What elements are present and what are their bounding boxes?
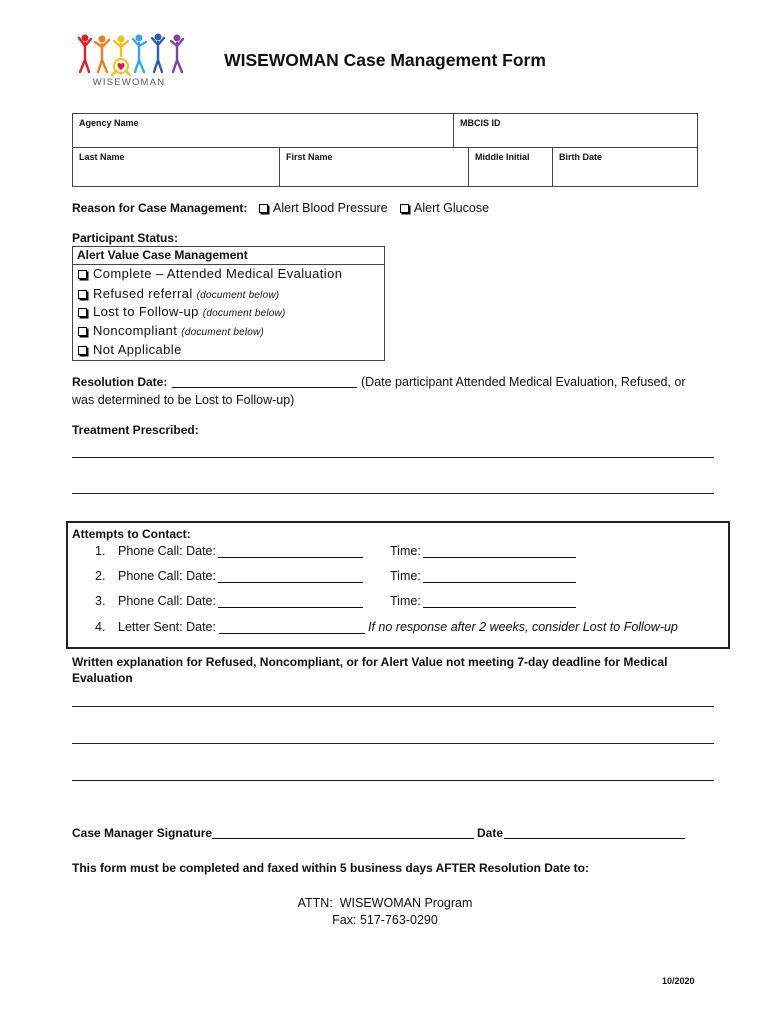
attempt-4-number: 4. <box>95 620 106 634</box>
signature-date-field[interactable] <box>504 838 685 839</box>
treatment-line-1[interactable] <box>72 457 714 458</box>
written-explanation-label: Written explanation for Refused, Noncompliant, or for Alert Value not meeting 7-day deadline for Medical <box>72 655 668 669</box>
status-option-note: (document below) <box>202 308 286 319</box>
signature-date-label: Date <box>477 826 504 840</box>
status-option-label: Lost to Follow-up <box>93 304 199 319</box>
attempt-1-label: Phone Call: Date: <box>118 544 216 558</box>
resolution-date-note-continued: was determined to be Lost to Follow-up) <box>72 393 295 407</box>
status-option-not-applicable <box>93 342 182 358</box>
option-alert-blood-pressure-label: Alert Blood Pressure <box>273 201 388 215</box>
attempt-3-time-field[interactable] <box>423 607 576 608</box>
status-option-lost-to-follow-up <box>93 304 285 322</box>
attempt-2-time-label: Time: <box>390 569 421 583</box>
page-title: WISEWOMAN Case Management Form <box>224 50 546 70</box>
attempt-1-number: 1. <box>95 544 106 558</box>
logo-wordmark: WISEWOMAN <box>92 77 166 88</box>
mbcis-id-label: MBCIS ID <box>460 118 501 128</box>
attempt-3-label: Phone Call: Date: <box>118 594 216 608</box>
status-option-note: (document below) <box>181 327 264 338</box>
last-name-label: Last Name <box>79 152 125 162</box>
attempt-4-date-field[interactable] <box>219 633 365 634</box>
status-option-complete <box>93 266 342 282</box>
checkbox-noncompliant[interactable] <box>78 327 87 336</box>
attempt-2-number: 2. <box>95 569 106 583</box>
first-name-label: First Name <box>286 152 333 162</box>
status-option-label: Refused referral <box>93 286 193 301</box>
participant-status-label: Participant Status: <box>72 231 179 245</box>
resolution-date-field[interactable] <box>172 387 357 388</box>
middle-initial-label: Middle Initial <box>475 152 530 162</box>
status-option-label: Not Applicable <box>93 342 182 357</box>
last-name-field[interactable] <box>72 147 280 187</box>
attempt-3-date-field[interactable] <box>218 607 363 608</box>
status-box-header: Alert Value Case Management <box>77 248 248 262</box>
resolution-date-note: (Date participant Attended Medical Evaluation, Refused, or <box>361 375 686 389</box>
attempt-1-time-field[interactable] <box>423 557 576 558</box>
case-manager-signature-label: Case Manager Signature <box>72 826 213 840</box>
attn-line: ATTN: WISEWOMAN Program <box>297 896 473 910</box>
checkbox-refused-referral[interactable] <box>78 290 87 299</box>
checkbox-alert-blood-pressure[interactable] <box>259 204 268 213</box>
attempt-1-date-field[interactable] <box>218 557 363 558</box>
first-name-field[interactable] <box>279 147 469 187</box>
attempt-4-note: If no response after 2 weeks, consider Lost to Follow-up <box>368 620 678 634</box>
status-option-note: (document below) <box>196 290 280 301</box>
status-option-noncompliant <box>93 323 264 341</box>
status-box-divider <box>72 264 385 265</box>
treatment-line-2[interactable] <box>72 493 714 494</box>
attempt-4-label: Letter Sent: Date: <box>118 620 216 634</box>
attempt-1-time-label: Time: <box>390 544 421 558</box>
attempts-to-contact-label: Attempts to Contact: <box>72 527 191 541</box>
checkbox-lost-to-follow-up[interactable] <box>78 308 87 317</box>
mbcis-id-field[interactable] <box>453 113 698 148</box>
attempt-2-time-field[interactable] <box>423 582 576 583</box>
birth-date-label: Birth Date <box>559 152 603 162</box>
fax-instruction: This form must be completed and faxed within 5 business days AFTER Resolution Date to: <box>72 861 589 875</box>
explanation-line-2[interactable] <box>72 743 714 744</box>
status-option-refused-referral <box>93 286 279 304</box>
attempt-2-date-field[interactable] <box>218 582 363 583</box>
attempt-3-number: 3. <box>95 594 106 608</box>
written-explanation-label-continued: Evaluation <box>72 671 133 685</box>
option-alert-glucose-label: Alert Glucose <box>414 201 490 215</box>
attempt-3-time-label: Time: <box>390 594 421 608</box>
status-option-label: Noncompliant <box>93 323 178 338</box>
treatment-prescribed-label: Treatment Prescribed: <box>72 423 199 437</box>
case-manager-signature-field[interactable] <box>212 838 474 839</box>
status-option-label: Complete – Attended Medical Evaluation <box>93 266 343 281</box>
checkbox-complete[interactable] <box>78 270 87 279</box>
agency-name-field[interactable] <box>72 113 454 148</box>
middle-initial-field[interactable] <box>468 147 553 187</box>
revision-date: 10/2020 <box>662 976 695 986</box>
reason-label: Reason for Case Management: <box>72 201 248 215</box>
agency-name-label: Agency Name <box>79 118 139 128</box>
birth-date-field[interactable] <box>552 147 698 187</box>
explanation-line-1[interactable] <box>72 706 714 707</box>
checkbox-not-applicable[interactable] <box>78 346 87 355</box>
attempt-2-label: Phone Call: Date: <box>118 569 216 583</box>
resolution-date-label: Resolution Date: <box>72 375 168 389</box>
checkbox-alert-glucose[interactable] <box>400 204 409 213</box>
fax-number: Fax: 517-763-0290 <box>332 913 438 927</box>
explanation-line-3[interactable] <box>72 780 714 781</box>
